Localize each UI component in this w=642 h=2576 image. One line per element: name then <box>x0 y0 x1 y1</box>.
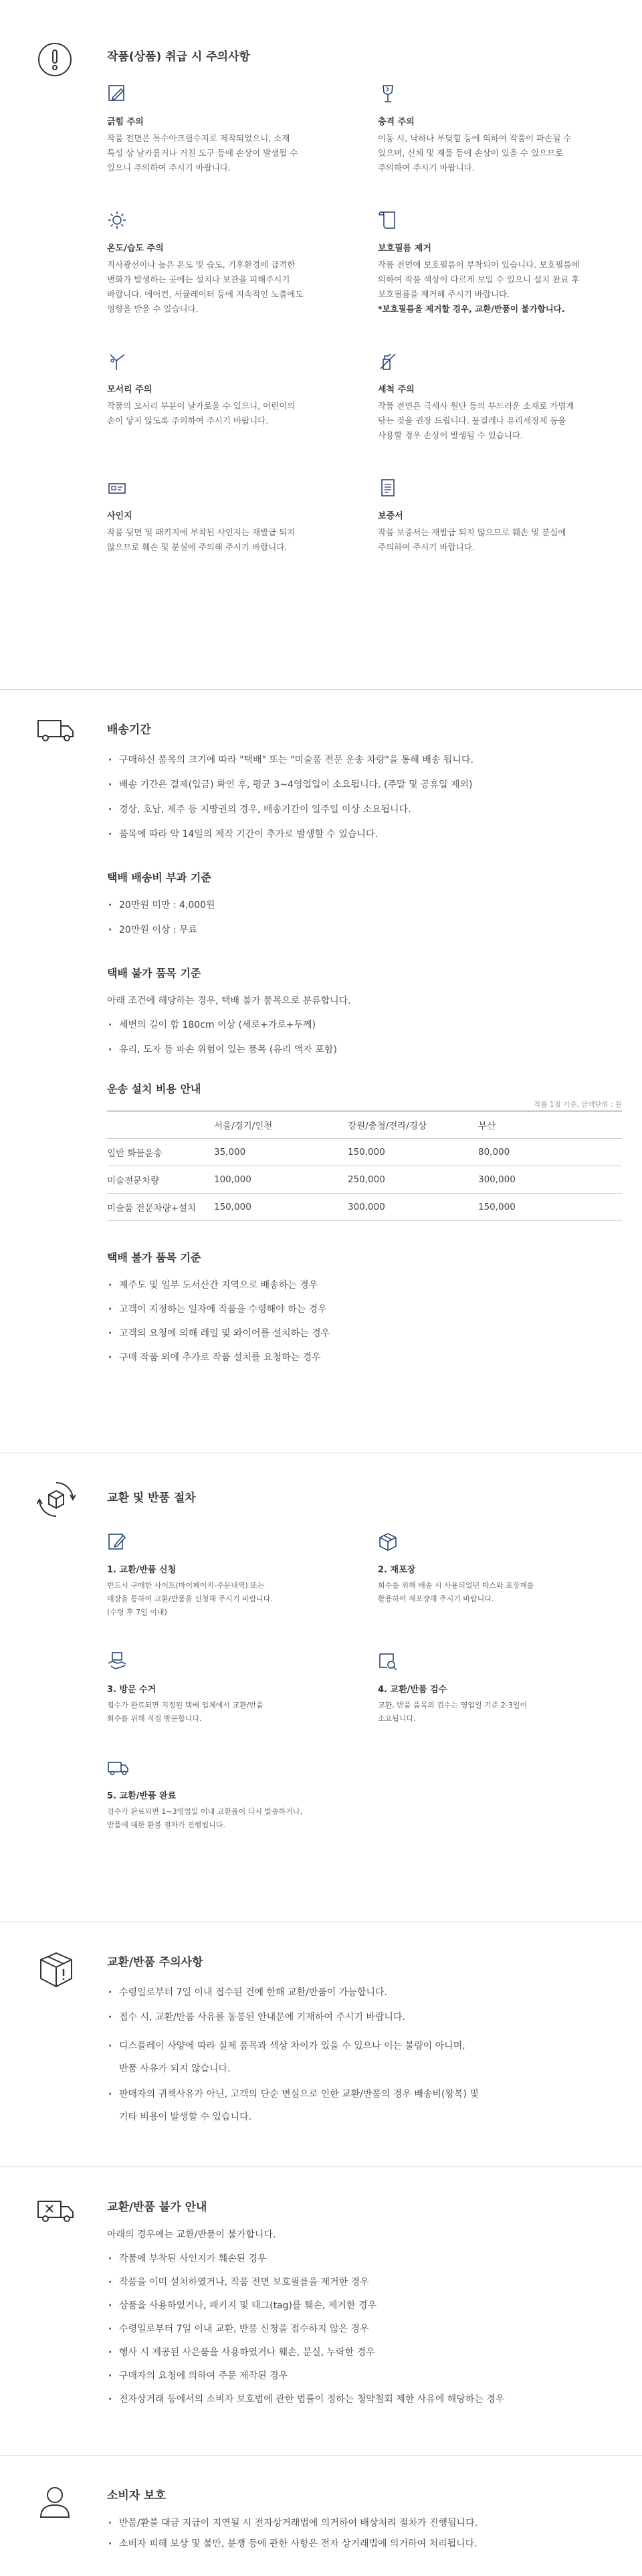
noexchange-section <box>0 2167 642 2455</box>
handshake-icon <box>107 1651 127 1671</box>
list-item: · 행사 시 제공된 사은품을 사용하였거나 훼손, 분실, 누락한 경우 <box>107 2345 622 2361</box>
film-warning: *보호필름을 제거할 경우, 교환/반품이 불가합니다. <box>378 304 565 314</box>
list-item: · 작품에 부착된 사인지가 훼손된 경우 <box>107 2251 622 2267</box>
list-item: · 경상, 호남, 제주 등 지방권의 경우, 배송기간이 일주일 이상 소요됩니다. <box>107 802 622 818</box>
care-item-title: 긁힘 주의 <box>107 117 144 127</box>
step-title: 3. 방문 수거 <box>107 1685 156 1695</box>
step-title: 4. 교환/반품 검수 <box>378 1685 447 1695</box>
care-item-warranty <box>378 478 622 555</box>
delivery-bullets <box>107 753 622 842</box>
unavail-title: 택배 불가 품목 기준 <box>107 967 201 980</box>
unavail2-bullets <box>107 1278 622 1366</box>
truck-x-icon <box>37 2197 73 2233</box>
care-item-title: 온도/습도 주의 <box>107 244 164 254</box>
care-item-clean <box>378 351 622 443</box>
care-item-title: 모서리 주의 <box>107 385 152 395</box>
exchange-section <box>0 1453 642 1922</box>
caution-title: 교환/반품 주의사항 <box>107 1956 203 1969</box>
exchange-title: 교환 및 반품 절차 <box>107 1491 196 1505</box>
no-spray-icon <box>378 351 398 371</box>
sun-icon <box>107 210 127 230</box>
truck-icon <box>37 717 73 753</box>
fragile-glass-icon <box>378 84 398 104</box>
table-row: 일반 화물운송 35,000 150,000 80,000 <box>107 1139 622 1166</box>
corner-icon <box>107 351 127 371</box>
list-item: · 20만원 미만 : 4,000원 <box>107 898 622 913</box>
caution-bullets <box>107 1985 622 2128</box>
care-item-corner <box>107 351 378 443</box>
care-item-shock <box>378 84 622 175</box>
care-item-desc: 작품 뒷면 및 패키지에 부착된 사인지는 재발급 되지 않으므로 훼손 및 분실에 주의해 주시기 바랍니다. <box>107 527 296 552</box>
care-title: 작품(상품) 취급 시 주의사항 <box>107 50 250 64</box>
exchange-step-5 <box>107 1758 378 1832</box>
list-item: · 구매하신 품목의 크기에 따라 "택배" 또는 "미술품 전문 운송 차량"을 통해 배송 됩니다. <box>107 753 622 768</box>
step-desc: 검수가 완료되면 1~3영업일 이내 교환품이 다시 발송하거나, 반품에 대한 환불 절차가 진행됩니다. <box>107 1807 303 1829</box>
care-item-desc: 작품 전면은 극세사 원단 등의 부드러운 소재로 가볍게 닦는 것을 권장 드립니다. 물걸레나 유리세정제 등을 사용할 경우 손상이 발생될 수 있습니다. <box>378 401 574 440</box>
list-item: · 고객이 지정하는 일자에 작품을 수령해야 하는 경우 <box>107 1302 622 1317</box>
pencil-icon <box>107 84 127 104</box>
list-item: · 구매 작품 외에 추가로 작품 설치를 요청하는 경우 <box>107 1350 622 1366</box>
delivery-section <box>0 690 642 1453</box>
table-title: 운송 설치 비용 안내 <box>107 1083 201 1095</box>
film-sheet-icon <box>378 210 398 230</box>
list-item: · 접수 시, 교환/반품 사유를 동봉된 안내문에 기재하여 주시기 바랍니다. <box>107 2010 622 2025</box>
exchange-step-3 <box>107 1651 378 1726</box>
list-item: · 세변의 길이 합 180cm 이상 (세로+가로+두께) <box>107 1018 622 1033</box>
delivery-title: 배송기간 <box>107 723 151 737</box>
list-item: · 판매자의 귀책사유가 아닌, 고객의 단순 변심으로 인한 교환/반품의 경우 배송비(왕복) 및 기타 비용이 발생할 수 있습니다. <box>107 2083 622 2128</box>
box-cycle-icon <box>37 1480 73 1516</box>
care-item-title: 보증서 <box>378 511 403 521</box>
step-title: 1. 교환/반품 신청 <box>107 1565 177 1575</box>
noexchange-bullets <box>107 2251 622 2407</box>
care-item-desc: 작품 전면은 특수아크릴수지로 제작되었으니, 소재 특성 상 날카롭거나 거친 도구 등에 손상이 발생될 수 있으니 주의하여 주시기 바랍니다. <box>107 133 298 173</box>
list-item: · 수령일로부터 7일 이내 접수된 건에 한해 교환/반품이 가능합니다. <box>107 1985 622 2001</box>
list-item: · 20만원 이상 : 무료 <box>107 923 622 938</box>
unavail-intro: 아래 조건에 해당하는 경우, 택배 불가 품목으로 분류합니다. <box>107 996 351 1006</box>
consumer-title: 소비자 보호 <box>107 2489 167 2502</box>
exclamation-circle-icon <box>37 41 73 78</box>
care-item-desc: 작품 보증서는 재발급 되지 않으므로 훼손 및 분실에 주의하여 주시기 바랍니다. <box>378 527 566 552</box>
step-title: 2. 재포장 <box>378 1565 416 1575</box>
list-item: · 상품을 사용하였거나, 패키지 및 태그(tag)를 훼손, 제거한 경우 <box>107 2298 622 2314</box>
box-alert-icon <box>37 1950 73 1987</box>
step-desc: 접수가 완료되면 지정된 택배 업체에서 교환/반품 회수를 위해 직접 방문합니다. <box>107 1701 263 1723</box>
consumer-bullets <box>107 2516 622 2552</box>
list-item: · 유리, 도자 등 파손 위험이 있는 품목 (유리 액자 포함) <box>107 1042 622 1058</box>
step-title: 5. 교환/반품 완료 <box>107 1791 177 1801</box>
shipping-cost-table <box>107 1111 622 1221</box>
step-desc: 회수를 위해 배송 시 사용되었던 박스와 포장재를 활용하여 재포장해 주시기 바랍니다. <box>378 1581 534 1603</box>
care-item-desc: 직사광선이나 높은 온도 및 습도, 기후환경에 급격한 변화가 발생하는 곳에는 설치나 보관을 피해주시기 바랍니다. 에어컨, 서큘레이터 등에 지속적인 노출에도 영향을 받을 수 있습니다. <box>107 260 304 314</box>
list-item: · 제주도 및 일부 도서산간 지역으로 배송하는 경우 <box>107 1278 622 1293</box>
step-desc: 교환, 반품 품목의 검수는 영업일 기준 2-3일이 소요됩니다. <box>378 1701 528 1723</box>
fee-bullets <box>107 898 622 938</box>
table-row: 미술품 전문차량+설치 150,000 300,000 150,000 <box>107 1194 622 1221</box>
list-item: · 구매자의 요청에 의하여 주문 제작된 경우 <box>107 2369 622 2384</box>
exchange-step-2 <box>378 1532 622 1619</box>
step-desc: 반드시 구매한 사이트(마이페이지-주문내역) 또는 매장을 통하여 교환/반품을 신청해 주시기 바랍니다. (수령 후 7일 이내) <box>107 1581 273 1617</box>
list-item: · 소비자 피해 보상 및 불만, 분쟁 등에 관한 사항은 전자 상거래법에 의거하여 처리됩니다. <box>107 2537 622 2552</box>
package-icon <box>378 1532 398 1552</box>
list-item: · 디스플레이 사양에 따라 실제 품목과 색상 차이가 있을 수 있으나 이는 불량이 아니며, 반품 사유가 되지 않습니다. <box>107 2035 622 2080</box>
care-item-desc: 작품 전면에 보호필름이 부착되어 있습니다. 보호필름에 의하여 작품 색상이 다르게 보일 수 있으니 설치 완료 후 보호필름을 제거해 주시기 바랍니다. *보호필름을 제거할 경우, 교환/반품이 불가합니다. <box>378 260 580 314</box>
list-item: · 고객의 요청에 의해 레일 및 와이어를 설치하는 경우 <box>107 1326 622 1342</box>
label-tag-icon <box>107 478 127 498</box>
noexchange-intro: 아래의 경우에는 교환/반품이 불가합니다. <box>107 2229 276 2240</box>
list-item: · 배송 기간은 결제(입금) 확인 후, 평균 3~4영업일이 소요됩니다. (주말 및 공휴일 제외) <box>107 777 622 793</box>
care-item-temp <box>107 210 378 316</box>
list-item: · 작품을 이미 설치하였거나, 작품 전면 보호필름을 제거한 경우 <box>107 2275 622 2290</box>
care-item-title: 충격 주의 <box>378 117 415 127</box>
exchange-step-4 <box>378 1651 622 1726</box>
exchange-step-1 <box>107 1532 378 1619</box>
care-item-desc: 이동 시, 낙하나 부딪힘 등에 의하여 작품이 파손될 수 있으며, 신체 및 재물 등에 손상이 있을 수 있으므로 주의하여 주시기 바랍니다. <box>378 133 572 173</box>
delivery-truck-icon <box>107 1758 127 1778</box>
care-item-desc: 작품의 모서리 부분이 날카로울 수 있으니, 어린이의 손이 닿지 않도록 주의하여 주시기 바랍니다. <box>107 401 296 426</box>
unavail-bullets <box>107 1018 622 1058</box>
fee-title: 택배 배송비 부과 기준 <box>107 871 211 884</box>
pencil-square-icon <box>107 1532 127 1552</box>
document-icon <box>378 478 398 498</box>
list-item: · 전자상거래 등에서의 소비자 보호법에 관한 법률이 정하는 청약철회 제한 사유에 해당하는 경우 <box>107 2392 622 2407</box>
caution-section <box>0 1922 642 2167</box>
user-icon <box>37 2484 73 2520</box>
noexchange-title: 교환/반품 불가 안내 <box>107 2201 207 2214</box>
consumer-section <box>0 2456 642 2569</box>
care-item-title: 보호필름 제거 <box>378 244 431 254</box>
list-item: · 품목에 따라 약 14일의 제작 기간이 추가로 발생할 수 있습니다. <box>107 827 622 842</box>
table-header-row: 서울/경기/인천 강원/충청/전라/경상 부산 <box>107 1111 622 1139</box>
care-item-title: 사인지 <box>107 511 132 521</box>
care-item-title: 세척 주의 <box>378 385 415 395</box>
table-row: 미술전문차량 100,000 250,000 300,000 <box>107 1166 622 1194</box>
care-item-scratch <box>107 84 378 175</box>
care-section <box>0 0 642 689</box>
inspect-box-icon <box>378 1651 398 1671</box>
care-item-film <box>378 210 622 316</box>
table-note: 작품 1점 기준, 금액단위 : 원 <box>534 1101 622 1109</box>
unavail2-title: 택배 불가 품목 기준 <box>107 1251 201 1264</box>
list-item: · 반품/환불 대금 지급이 지연될 시 전자상거래법에 의거하여 배상처리 절차가 진행됩니다. <box>107 2516 622 2531</box>
list-item: · 수령일로부터 7일 이내 교환, 반품 신청을 접수하지 않은 경우 <box>107 2322 622 2337</box>
care-item-sign <box>107 478 378 555</box>
